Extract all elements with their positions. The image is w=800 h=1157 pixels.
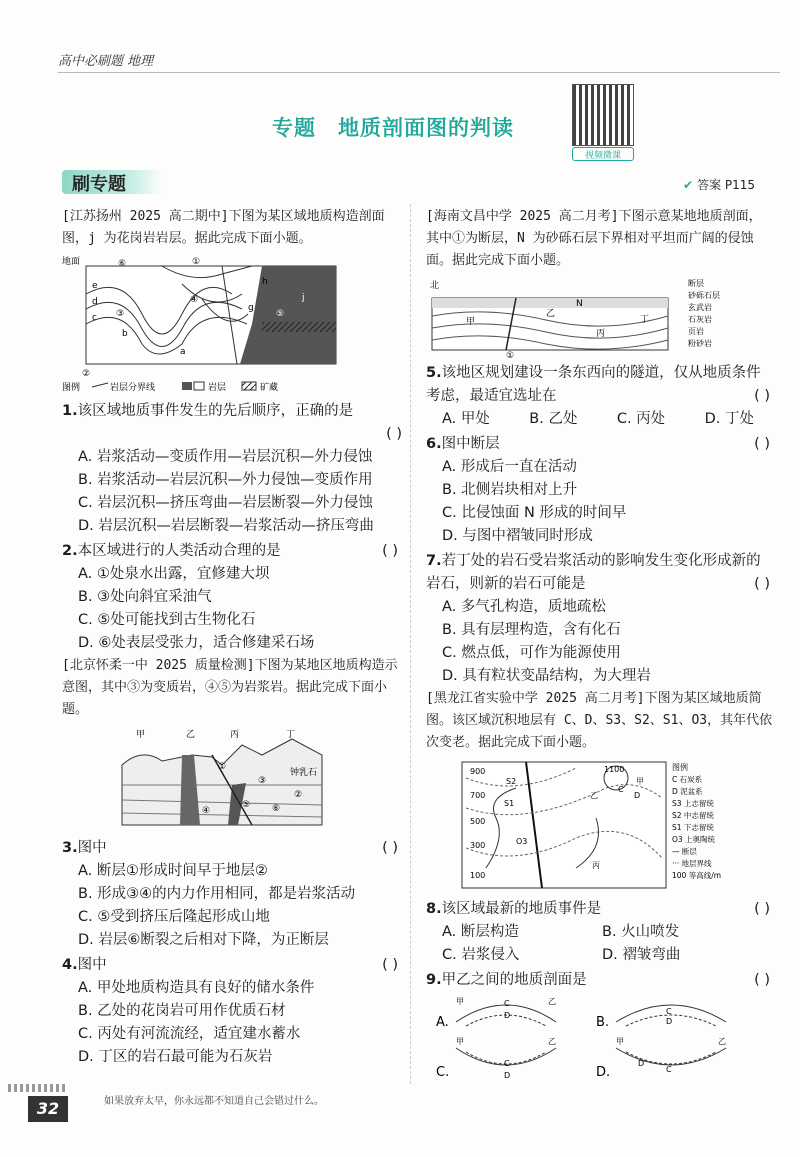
q9-b-d: D <box>666 1017 673 1026</box>
q4-option-c[interactable]: C. 丙处有河流流经，适宜建水蓄水 <box>78 1026 301 1042</box>
fig2-label-5: ⑤ <box>242 800 251 810</box>
fig4-label-s1: S1 <box>504 799 515 808</box>
q1-num: 1. <box>62 403 78 419</box>
check-icon: ✔ <box>683 178 694 192</box>
q8-option-c[interactable]: C. 岩浆侵入 <box>442 947 520 963</box>
question-5 <box>426 362 774 431</box>
fig4-legend-3: S2 中志留统 <box>672 811 714 820</box>
fig1-label-3: ③ <box>116 309 125 319</box>
q8-option-d[interactable]: D. 褶皱弯曲 <box>602 947 681 963</box>
q3-option-c[interactable]: C. ⑤受到挤压后隆起形成山地 <box>78 909 270 925</box>
fig2-label-4: ④ <box>202 806 211 816</box>
fig4-label-jia: 甲 <box>636 777 644 786</box>
q9-a-c: C <box>504 999 510 1008</box>
q5-option-b[interactable]: B. 乙处 <box>529 411 578 427</box>
fig4-legend-2: S3 上志留统 <box>672 799 714 808</box>
q3-paren[interactable]: ( ) <box>382 840 398 856</box>
q5-option-a[interactable]: A. 甲处 <box>442 411 490 427</box>
q9-a-d: D <box>504 1011 511 1020</box>
q9-option-b[interactable]: B. <box>596 1015 610 1030</box>
q5-option-d[interactable]: D. 丁处 <box>704 411 754 427</box>
fig4-contour-300: 300 <box>470 841 486 850</box>
figure-4-geologic-map <box>426 758 756 894</box>
q5-paren[interactable]: ( ) <box>754 388 770 404</box>
q4-paren[interactable]: ( ) <box>382 957 398 973</box>
page-title <box>272 112 514 142</box>
q5-num: 5. <box>426 365 442 381</box>
fig4-legend-8: 100 等高线/m <box>672 871 722 880</box>
q9-d-yi: 乙 <box>718 1037 726 1046</box>
fig2-label-bing: 丙 <box>230 730 240 740</box>
q4-option-b[interactable]: B. 乙处的花岗岩可用作优质石材 <box>78 1003 286 1019</box>
fig3-label-n: N <box>576 299 583 309</box>
footer-motto: 如果放弃太早，你永远都不知道自己会错过什么。 <box>104 1096 324 1107</box>
q9-option-a[interactable]: A. <box>436 1015 449 1030</box>
q9-a-yi: 乙 <box>548 997 556 1006</box>
fig4-legend-7: ··· 地层界线 <box>672 859 712 868</box>
fig3-legend-1: 砂砾石层 <box>688 291 720 300</box>
fig2-label-6: ⑥ <box>272 804 281 814</box>
fig1-label-2: ② <box>82 369 91 379</box>
q8-num: 8. <box>426 901 442 917</box>
page-number: 32 <box>28 1096 68 1122</box>
figure-3-section <box>426 276 756 358</box>
fig1-label-5: ⑤ <box>276 309 285 319</box>
fig3-legend-0: 断层 <box>688 279 704 288</box>
fig4-label-o3: O3 <box>516 837 528 846</box>
q8-option-a[interactable]: A. 断层构造 <box>442 924 519 940</box>
q7-stem: 若丁处的岩石受岩浆活动的影响发生变化形成新的岩石，则新的岩石可能是 <box>426 553 761 592</box>
fig3-legend-5: 粉砂岩 <box>688 339 712 348</box>
book-header: 高中必刷题 地理 <box>58 54 154 69</box>
fig4-label-c: C <box>618 785 624 794</box>
intro-2: [北京怀柔一中 2025 质量检测]下图为某地区地质构造示意图，其中③为变质岩，④⑤为岩浆岩。据此完成下面小题。 <box>62 658 398 717</box>
question-9 <box>426 969 774 1092</box>
q2-num: 2. <box>62 543 78 559</box>
question-2 <box>62 540 402 655</box>
fig1-label-a: a <box>180 347 186 357</box>
q2-option-a[interactable]: A. ①处泉水出露，宜修建大坝 <box>78 566 270 582</box>
title-main: 专题 <box>272 116 316 140</box>
q2-option-c[interactable]: C. ⑤处可能找到古生物化石 <box>78 612 256 628</box>
q9-c-yi: 乙 <box>548 1037 556 1046</box>
q6-option-b[interactable]: B. 北侧岩块相对上升 <box>442 482 578 498</box>
q9-stem: 甲乙之间的地质剖面是 <box>441 972 587 988</box>
q9-d-jia: 甲 <box>616 1037 624 1046</box>
q2-option-d[interactable]: D. ⑥处表层受张力，适合修建采石场 <box>78 635 315 651</box>
section-label: 刷专题 <box>72 174 126 195</box>
question-7 <box>426 550 774 688</box>
q4-option-a[interactable]: A. 甲处地质构造具有良好的储水条件 <box>78 980 315 996</box>
header-divider <box>58 72 780 73</box>
question-1 <box>62 400 402 538</box>
q9-option-c[interactable]: C. <box>436 1065 450 1080</box>
q8-options-row2 <box>426 944 774 967</box>
q9-b-c: C <box>666 1007 672 1016</box>
q8-options-row1 <box>426 921 774 944</box>
q9-c-jia: 甲 <box>456 1037 464 1046</box>
q9-paren[interactable]: ( ) <box>754 972 770 988</box>
fig4-label-d: D <box>634 791 641 800</box>
intro-3: [海南文昌中学 2025 高二月考]下图示意某地地质剖面，其中①为断层，N 为砂砾石层下界相对平坦而广阔的侵蚀面。据此完成下面小题。 <box>426 209 762 268</box>
q9-num: 9. <box>426 972 442 988</box>
q6-num: 6. <box>426 436 442 452</box>
q5-option-c[interactable]: C. 丙处 <box>616 411 666 427</box>
q1-stem: 该区域地质事件发生的先后顺序，正确的是 <box>77 403 354 419</box>
q1-option-b[interactable]: B. 岩浆活动—岩层沉积—外力侵蚀—变质作用 <box>78 472 373 488</box>
intro-4: [黑龙江省实验中学 2025 高二月考]下图为某区域地质简图。该区域沉积地层有 C、D、S3、S2、S1、O3，其年代依次变老。据此完成下面小题。 <box>426 691 773 750</box>
q1-option-a[interactable]: A. 岩浆活动—变质作用—岩层沉积—外力侵蚀 <box>78 449 373 465</box>
fig2-label-1: ① <box>218 762 227 772</box>
qr-code[interactable] <box>572 84 634 146</box>
q9-options-sections <box>426 992 766 1084</box>
fig4-legend-title: 图例 <box>672 763 688 772</box>
q9-d-d: D <box>638 1059 645 1068</box>
fig1-label-6: ⑥ <box>118 259 127 269</box>
fig4-legend-1: D 泥盆系 <box>672 787 703 796</box>
q8-option-b[interactable]: B. 火山喷发 <box>602 924 680 940</box>
fig1-label-1: ① <box>192 257 201 267</box>
footer-dots <box>8 1084 68 1092</box>
q5-options <box>426 408 774 431</box>
q6-option-c[interactable]: C. 比侵蚀面 N 形成的时间早 <box>442 505 627 521</box>
fig1-legend-title: 图例 <box>62 383 81 393</box>
fig4-contour-100: 100 <box>470 871 486 880</box>
fig3-label-bing: 丙 <box>596 329 606 339</box>
figure-2-structure <box>62 725 352 833</box>
q4-stem: 图中 <box>77 957 107 973</box>
right-column <box>426 206 774 1092</box>
fig4-legend-4: S1 下志留统 <box>672 823 714 832</box>
fig3-label-1: ① <box>506 351 515 358</box>
fig3-label-north: 北 <box>430 281 440 291</box>
q6-paren[interactable]: ( ) <box>754 436 770 452</box>
q5-stem: 该地区规划建设一条东西向的隧道，仅从地质条件考虑，最适宜选址在 <box>426 365 761 404</box>
fig3-label-jia: 甲 <box>466 317 476 327</box>
q9-c-c: C <box>504 1059 510 1068</box>
fig1-label-c: c <box>92 313 97 323</box>
q4-num: 4. <box>62 957 78 973</box>
fig2-label-stalactite: 钟乳石 <box>290 768 318 778</box>
fig1-label-d: d <box>92 297 98 307</box>
fig1-label-j: j <box>302 293 305 303</box>
q8-stem: 该区域最新的地质事件是 <box>441 901 602 917</box>
q6-option-a[interactable]: A. 形成后一直在活动 <box>442 459 577 475</box>
fig1-label-ground: 地面 <box>62 257 81 267</box>
fig4-contour-1100: 1100 <box>604 765 625 774</box>
intro-1: [江苏扬州 2025 高二期中]下图为某区域地质构造剖面图，j 为花岗岩岩层。据此完成下面小题。 <box>62 209 385 246</box>
q9-option-d[interactable]: D. <box>596 1065 611 1080</box>
q3-option-b[interactable]: B. 形成③④的内力作用相同，都是岩浆活动 <box>78 886 356 902</box>
q7-option-b[interactable]: B. 具有层理构造，含有化石 <box>442 622 621 638</box>
fig4-legend-6: — 断层 <box>672 847 697 856</box>
fig4-contour-900: 900 <box>470 767 486 776</box>
q3-stem: 图中 <box>77 840 107 856</box>
fig1-legend-3: 矿藏 <box>260 383 279 393</box>
title-sub: 地质剖面图的判读 <box>338 116 514 140</box>
q7-option-a[interactable]: A. 多气孔构造，质地疏松 <box>442 599 606 615</box>
fig3-label-yi: 乙 <box>546 309 556 319</box>
fig4-legend-5: O3 上奥陶统 <box>672 835 716 844</box>
fig3-legend-3: 石灰岩 <box>688 315 712 324</box>
fig4-label-s2: S2 <box>506 777 517 786</box>
fig3-label-ding: 丁 <box>640 315 650 325</box>
fig3-legend-4: 页岩 <box>688 327 704 336</box>
fig1-label-g: g <box>248 303 254 313</box>
answer-reference <box>683 176 755 193</box>
q9-a-jia: 甲 <box>456 997 464 1006</box>
fig1-label-4: ④ <box>190 295 199 305</box>
fig4-contour-500: 500 <box>470 817 486 826</box>
fig1-legend-2: 岩层 <box>208 383 227 393</box>
fig4-label-bing: 丙 <box>592 861 600 870</box>
fig2-label-ding: 丁 <box>286 730 296 740</box>
section-label-banner <box>62 170 162 194</box>
fig4-contour-700: 700 <box>470 791 486 800</box>
question-3 <box>62 837 402 952</box>
q7-option-d[interactable]: D. 具有粒状变晶结构，为大理岩 <box>442 668 651 684</box>
q1-paren[interactable]: ( ) <box>386 426 402 442</box>
q2-option-b[interactable]: B. ③处向斜宜采油气 <box>78 589 212 605</box>
fig4-label-yi: 乙 <box>590 791 598 800</box>
fig2-label-3: ③ <box>258 776 267 786</box>
q4-option-d[interactable]: D. 丁区的岩石最可能为石灰岩 <box>78 1049 273 1065</box>
q7-num: 7. <box>426 553 442 569</box>
q2-stem: 本区域进行的人类活动合理的是 <box>77 543 281 559</box>
fig2-label-2: ② <box>294 790 303 800</box>
q9-d-c: C <box>666 1065 672 1074</box>
q6-stem: 图中断层 <box>441 436 500 452</box>
fig2-label-yi: 乙 <box>186 730 196 740</box>
question-8 <box>426 898 774 967</box>
q1-option-d[interactable]: D. 岩层沉积—岩层断裂—岩浆活动—挤压弯曲 <box>78 518 374 534</box>
q1-option-c[interactable]: C. 岩层沉积—挤压弯曲—岩层断裂—外力侵蚀 <box>78 495 373 511</box>
answer-ref-text: 答案 P115 <box>697 178 756 192</box>
figure-1-cross-section <box>62 254 352 396</box>
q8-paren[interactable]: ( ) <box>754 901 770 917</box>
fig1-label-h: h <box>262 277 268 287</box>
fig2-label-jia: 甲 <box>136 730 146 740</box>
q3-option-d[interactable]: D. 岩层⑥断裂之后相对下降，为正断层 <box>78 932 329 948</box>
question-4 <box>62 954 402 1069</box>
q3-option-a[interactable]: A. 断层①形成时间早于地层② <box>78 863 268 879</box>
fig4-legend-0: C 石炭系 <box>672 775 703 784</box>
qr-caption: 视频微课 <box>572 147 634 161</box>
q7-paren[interactable]: ( ) <box>754 576 770 592</box>
q2-paren[interactable]: ( ) <box>382 543 398 559</box>
left-column <box>62 206 402 1069</box>
q7-option-c[interactable]: C. 燃点低，可作为能源使用 <box>442 645 621 661</box>
question-6 <box>426 433 774 548</box>
fig1-label-b: b <box>122 329 128 339</box>
q9-c-d: D <box>504 1071 511 1080</box>
q3-num: 3. <box>62 840 78 856</box>
fig1-label-e: e <box>92 281 98 291</box>
fig3-legend-2: 玄武岩 <box>688 303 712 312</box>
column-divider <box>410 204 411 1084</box>
q6-option-d[interactable]: D. 与图中褶皱同时形成 <box>442 528 593 544</box>
fig1-legend-1: 岩层分界线 <box>110 383 156 393</box>
